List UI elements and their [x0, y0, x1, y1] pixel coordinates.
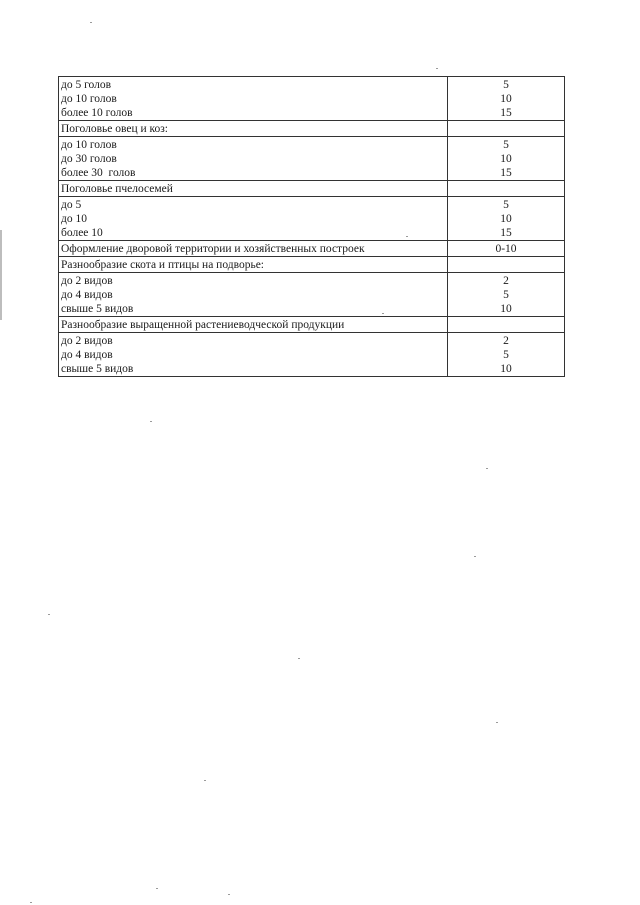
section-header-cell [59, 257, 448, 273]
criteria-item: до 10 голов [61, 93, 117, 105]
criteria-item: более 10 голов [61, 107, 133, 119]
scan-edge-mark [0, 230, 2, 320]
scan-speck [228, 894, 230, 895]
criteria-item: до 5 голов [61, 79, 112, 91]
table-row-livestock-variety [59, 273, 565, 317]
section-header-cell [59, 121, 448, 137]
table-row-section-header [59, 121, 565, 137]
criteria-table-body [59, 77, 565, 377]
table-row-bee-colonies [59, 197, 565, 241]
scan-speck [156, 888, 158, 889]
criteria-item: свыше 5 видов [61, 363, 134, 375]
points-value: 5 [503, 199, 509, 211]
scan-speck [204, 780, 206, 781]
scan-speck [436, 68, 438, 69]
criteria-table [58, 76, 565, 377]
scan-speck [496, 722, 498, 723]
empty-points-cell [448, 257, 565, 273]
points-value: 10 [500, 153, 512, 165]
criteria-item: до 30 голов [61, 153, 117, 165]
criteria-item: свыше 5 видов [61, 303, 134, 315]
criteria-item: более 30 голов [61, 167, 136, 179]
points-cell [448, 273, 565, 317]
criteria-cell [59, 241, 448, 257]
criteria-item: до 10 голов [61, 139, 117, 151]
points-cell [448, 241, 565, 257]
empty-points-cell [448, 181, 565, 197]
criteria-item: до 4 видов [61, 349, 113, 361]
scan-speck [30, 902, 32, 903]
points-value: 5 [503, 79, 509, 91]
table-row-yard-design [59, 241, 565, 257]
criteria-cell [59, 197, 448, 241]
scan-speck [48, 614, 50, 615]
criteria-cell [59, 273, 448, 317]
criteria-item: до 2 видов [61, 275, 113, 287]
table-row-section-header [59, 181, 565, 197]
scan-speck [90, 22, 92, 23]
points-value: 2 [503, 275, 509, 287]
scan-speck [406, 236, 408, 237]
section-header-cell [59, 317, 448, 333]
criteria-cell [59, 333, 448, 377]
scan-speck [474, 556, 476, 557]
table-row-sheep-goats [59, 137, 565, 181]
table-row-section-header [59, 317, 565, 333]
points-value: 5 [503, 349, 509, 361]
points-cell [448, 197, 565, 241]
points-value: 5 [503, 289, 509, 301]
table-row-cattle-count [59, 77, 565, 121]
points-cell [448, 137, 565, 181]
scan-speck [298, 658, 300, 659]
points-cell [448, 333, 565, 377]
criteria-item: более 10 [61, 227, 103, 239]
points-value: 2 [503, 335, 509, 347]
points-value: 5 [503, 139, 509, 151]
criteria-item: Оформление дворовой территории и хозяйственных построек [61, 243, 365, 255]
empty-points-cell [448, 121, 565, 137]
scan-speck [382, 313, 384, 314]
table-row-section-header [59, 257, 565, 273]
scan-speck [486, 468, 488, 469]
empty-points-cell [448, 317, 565, 333]
criteria-cell [59, 77, 448, 121]
points-value: 15 [500, 227, 512, 239]
points-value: 15 [500, 107, 512, 119]
section-header: Разнообразие выращенной растениеводческой продукции [61, 319, 345, 331]
section-header: Поголовье овец и коз: [61, 123, 168, 135]
criteria-item: до 4 видов [61, 289, 113, 301]
section-header: Разнообразие скота и птицы на подворье: [61, 259, 265, 271]
criteria-item: до 2 видов [61, 335, 113, 347]
points-value: 0-10 [495, 243, 517, 255]
points-value: 10 [500, 303, 512, 315]
points-cell [448, 77, 565, 121]
section-header-cell [59, 181, 448, 197]
points-value: 15 [500, 167, 512, 179]
criteria-item: до 10 [61, 213, 87, 225]
scan-speck [150, 421, 152, 422]
points-value: 10 [500, 93, 512, 105]
table-row-crop-variety [59, 333, 565, 377]
points-value: 10 [500, 213, 512, 225]
criteria-item: до 5 [61, 199, 82, 211]
section-header: Поголовье пчелосемей [61, 183, 173, 195]
points-value: 10 [500, 363, 512, 375]
criteria-cell [59, 137, 448, 181]
